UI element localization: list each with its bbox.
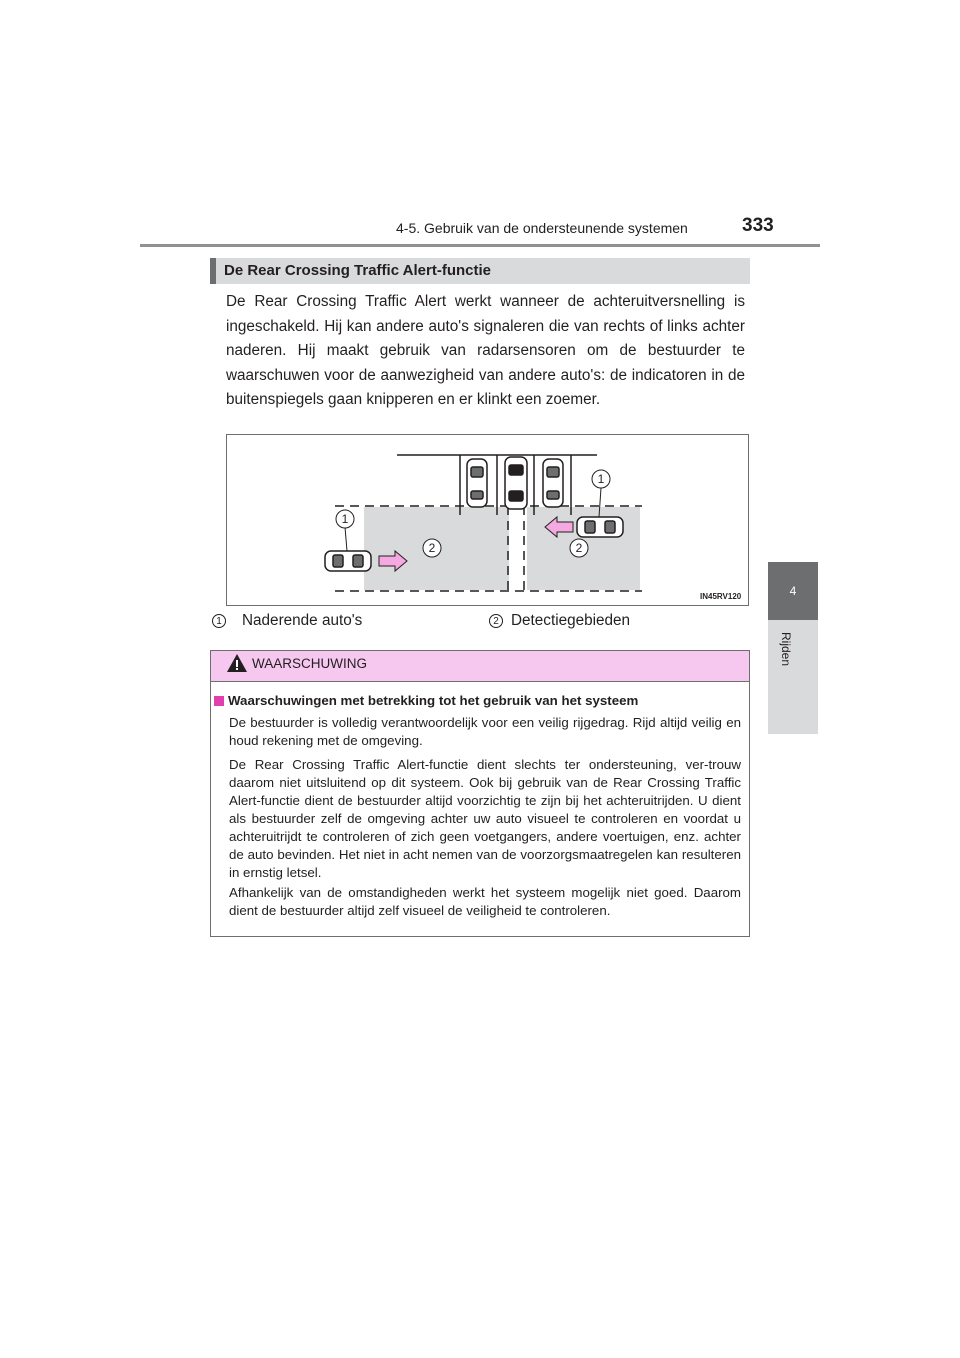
callout-leader — [345, 527, 347, 551]
callout-1-left-label: 1 — [341, 512, 349, 526]
parking-diagram — [226, 434, 749, 606]
approaching-car-left-icon — [325, 551, 371, 571]
parked-car-icon — [467, 459, 487, 507]
legend-number: 1 — [212, 614, 226, 628]
intro-paragraph: De Rear Crossing Traffic Alert werkt wanneer de achteruitversnelling is ingeschakeld. Hij kan andere auto's signaleren die van rechts of links achter naderen. Hij maakt gebruik van radarsensoren om de bestuurder te waarschuwen voor de aanwezigheid van andere auto's: de indicatoren in de buitenspiegels gaan knipperen en er klinkt een zoemer. — [226, 293, 745, 408]
legend-text: Naderende auto's — [242, 612, 363, 629]
chapter-tab-number: 4 — [789, 584, 797, 598]
chapter-tab-label-area — [768, 620, 818, 734]
legend-text: Detectiegebieden — [511, 612, 631, 629]
warning-subheading: Waarschuwingen met betrekking tot het gebruik van het systeem — [228, 693, 639, 708]
warning-paragraph: Afhankelijk van de omstandigheden werkt het systeem mogelijk niet goed. Daarom dient de bestuurder altijd zelf visueel de veiligheid te controleren. — [229, 885, 741, 918]
square-bullet-icon — [214, 696, 224, 706]
figure-code: IN45RV120 — [700, 592, 742, 601]
section-title: De Rear Crossing Traffic Alert-functie — [224, 262, 492, 279]
parked-car-icon — [543, 459, 563, 507]
callout-1-right-label: 1 — [597, 472, 605, 486]
warning-title: WAARSCHUWING — [252, 656, 367, 671]
own-car-icon — [505, 457, 527, 509]
approaching-car-right-icon — [577, 517, 623, 537]
header-divider — [140, 244, 820, 247]
chapter-tab-label: Rijden — [779, 632, 793, 667]
callout-2-left-label: 2 — [428, 541, 436, 555]
warning-paragraph: De Rear Crossing Traffic Alert-functie dient slechts ter ondersteuning, ver-trouw daarom niet uitsluitend op dit systeem. Ook bij gebruik van de Rear Crossing Traffic Alert-functie dient de bestuurder altijd voorzichtig te zijn bij het achteruitrijden. U dient als bestuurder zelf de omgeving achter uw auto visueel te controleren en voordat u achteruitrijdt te controleren of zich geen voetgangers, andere voertuigen, enz. achter de auto bevinden. Het niet in acht nemen van de voorzorgsmaatregelen kan resulteren in ernstig letsel. — [229, 757, 741, 880]
parking-diagram-illustration — [227, 435, 748, 605]
warning-paragraph: De bestuurder is volledig verantwoordelijk voor een veilig rijgedrag. Rijd altijd veilig en houd rekening met de omgeving. — [229, 715, 741, 748]
legend-number: 2 — [489, 614, 503, 628]
page-number: 333 — [742, 215, 774, 236]
chapter-heading: 4-5. Gebruik van de ondersteunende systemen — [396, 220, 688, 236]
callout-2-right-label: 2 — [575, 541, 583, 555]
warning-triangle-icon — [226, 653, 248, 678]
